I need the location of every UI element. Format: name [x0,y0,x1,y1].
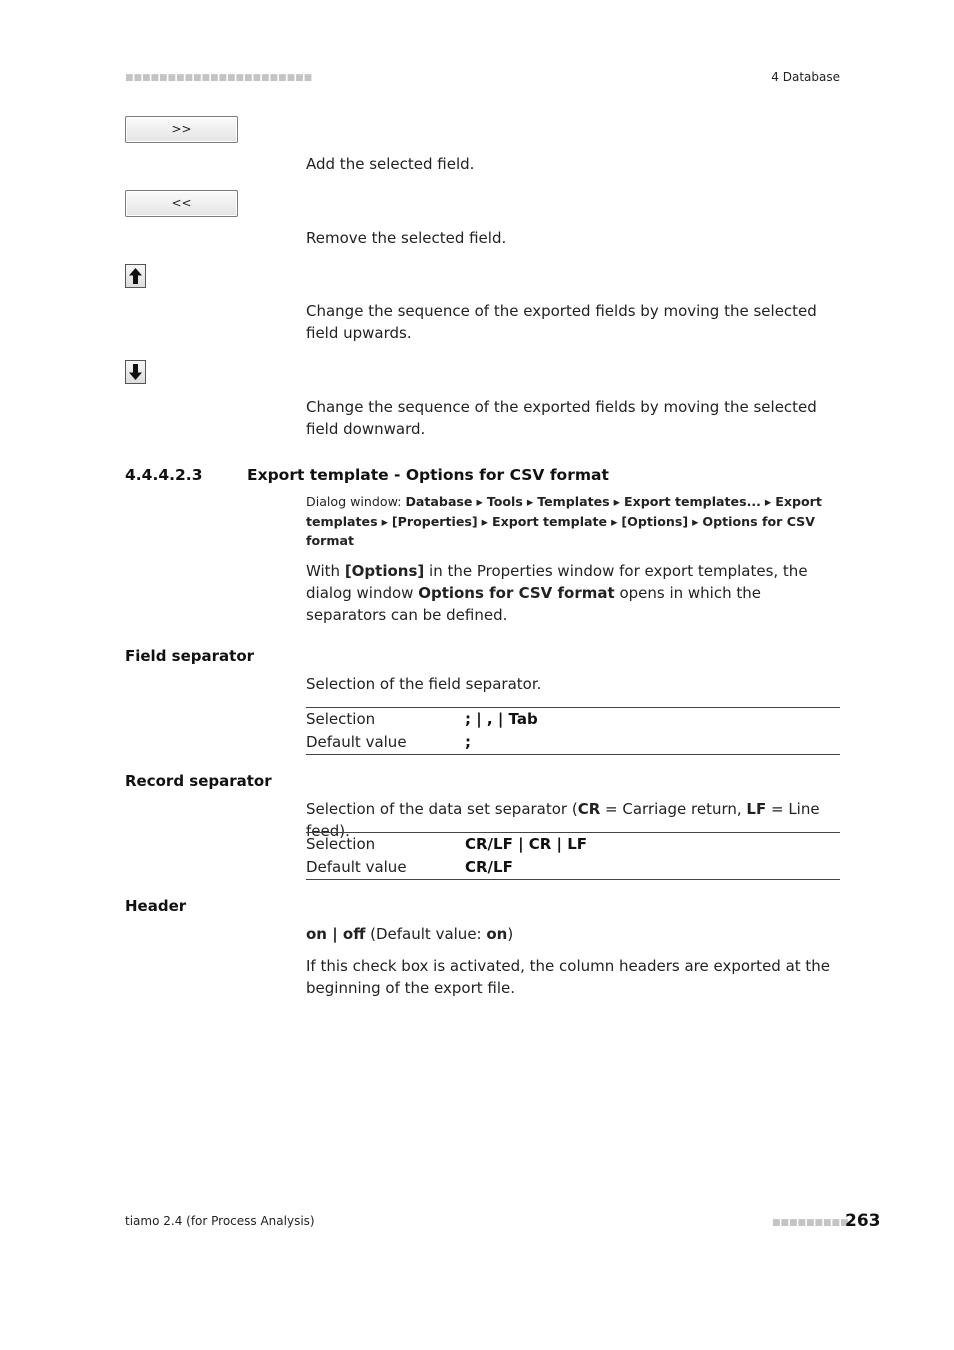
header-decoration: ■■■■■■■■■■■■■■■■■■■■■■ [125,73,313,83]
header-option-choices: on | off [306,925,366,943]
table-key: Default value [306,858,407,876]
section-intro [306,560,841,626]
footer-decoration: ■■■■■■■■■ [772,1218,849,1228]
field-separator-description: Selection of the field separator. [306,675,542,693]
record-text: = Line feed). [306,800,820,840]
intro-text: in the Properties window for export templates, the dialog window [306,562,808,602]
record-lf-term: LF [746,800,767,818]
table-key: Selection [306,835,376,853]
path-item: [Properties] [391,513,478,529]
remove-field-button[interactable]: << [125,190,238,217]
table-key: Selection [306,710,376,728]
path-prefix: Dialog window: [306,494,406,509]
table-row [306,856,840,879]
path-item: Export template [491,513,608,529]
record-cr-term: CR [577,800,601,818]
path-item: Options for CSV format [306,513,815,548]
header-option-description: If this check box is activated, the column headers are exported at the beginning of the export file. [306,957,831,997]
intro-options-term: [Options] [344,562,425,580]
field-separator-table [306,707,840,755]
record-text: = Carriage return, [600,800,747,818]
table-value: ; | , | Tab [465,710,538,728]
move-up-description: Change the sequence of the exported fields by moving the selected field upwards. [306,302,817,342]
record-separator-heading: Record separator [125,772,272,790]
intro-text: With [306,562,345,580]
record-text: Selection of the data set separator ( [306,800,578,818]
table-row [306,708,840,731]
path-item: [Options] [621,513,689,529]
record-separator-table [306,832,840,880]
header-option-text: ) [507,925,514,943]
table-row [306,731,840,754]
table-key: Default value [306,733,407,751]
arrow-up-icon [128,267,143,285]
page-number: 263 [845,1211,881,1231]
add-field-description: Add the selected field. [306,155,475,173]
intro-text: opens in which the separators can be defined. [306,584,761,624]
arrow-down-icon [128,363,143,381]
move-down-button[interactable] [125,360,146,384]
chapter-title: 4 Database [771,70,840,84]
path-item: Export templates [306,494,822,529]
dialog-path: Dialog window: Database ▸ Tools ▸ Templates ▸ Export templates... ▸ Export templates ▸ [Properties] ▸ Export template ▸ [Options] ▸ Options for CSV format [306,494,822,548]
table-value: CR/LF | CR | LF [465,835,588,853]
path-item: Database [405,494,473,509]
intro-dialog-term: Options for CSV format [418,584,615,602]
section-title: Export template - Options for CSV format [247,466,609,484]
remove-field-description: Remove the selected field. [306,229,507,247]
table-value: ; [465,733,471,751]
header-option-default: on [486,925,508,943]
path-item: Tools [486,494,523,509]
table-row [306,833,840,856]
move-down-description: Change the sequence of the exported fields by moving the selected field downward. [306,398,817,438]
add-field-button[interactable]: >> [125,116,238,143]
header-option-values [306,923,841,945]
move-up-button[interactable] [125,264,146,288]
path-item: Templates [537,494,610,509]
header-option-text: (Default value: [365,925,487,943]
header-option-heading: Header [125,897,187,915]
path-item: Export templates... [623,494,761,509]
field-separator-heading: Field separator [125,647,255,665]
table-value: CR/LF [465,858,513,876]
section-number: 4.4.4.2.3 [125,466,203,484]
footer-product: tiamo 2.4 (for Process Analysis) [125,1214,315,1228]
